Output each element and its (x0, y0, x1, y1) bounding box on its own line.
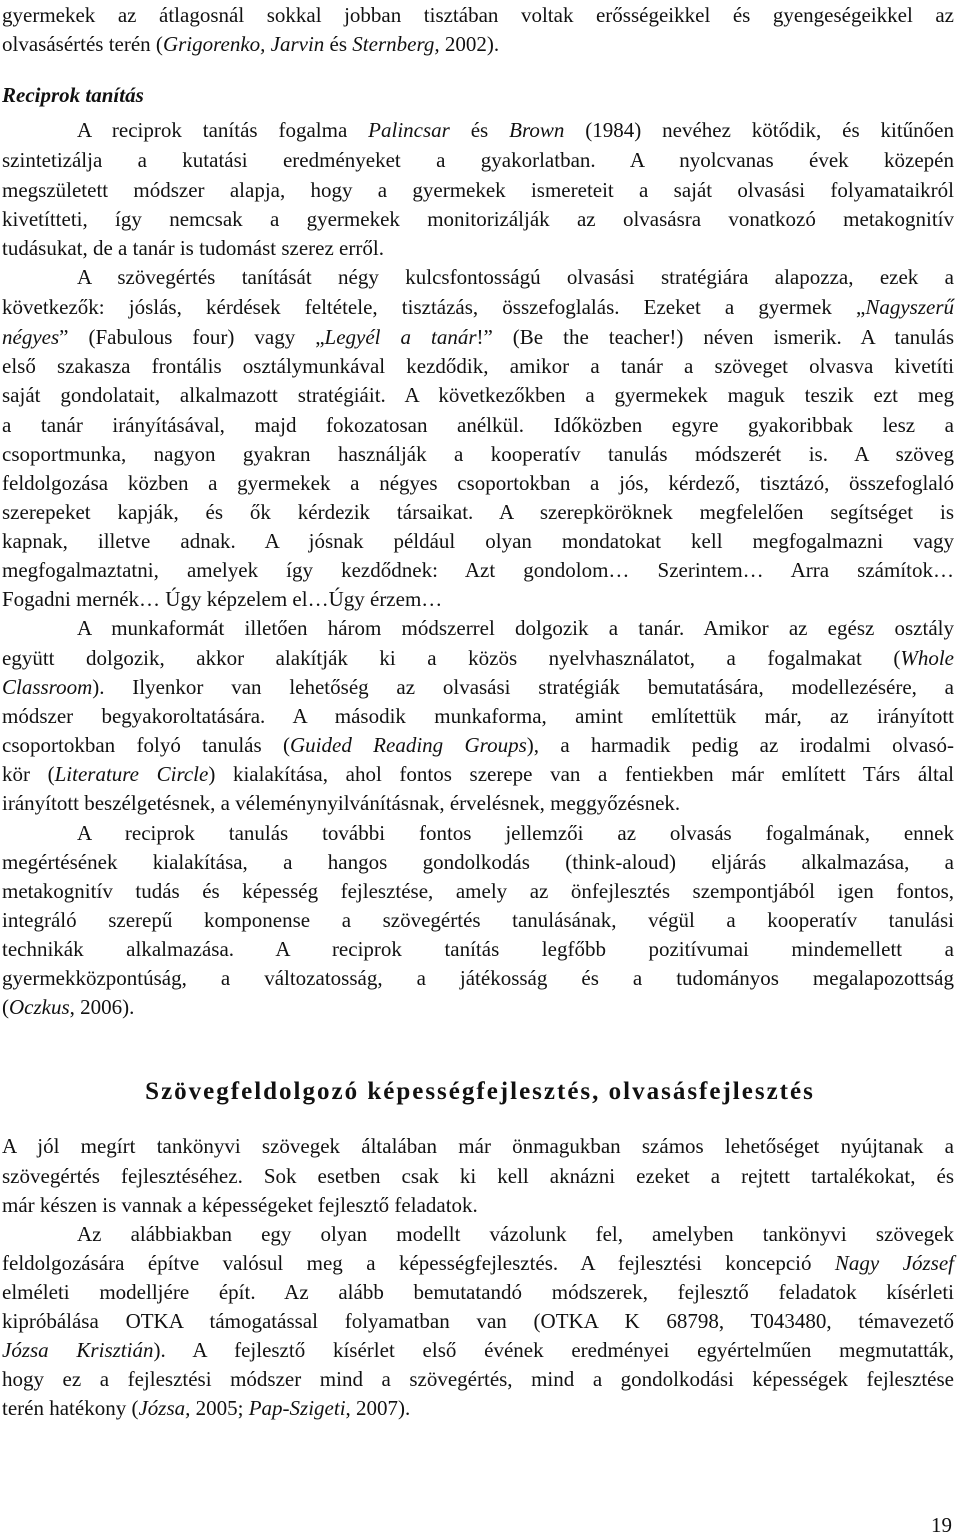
text-run: kipróbálása OTKA támogatással folyamatban van (OTKA K 68798, T043480, témavezető (2, 1309, 954, 1333)
text-run: gyermekek az átlagosnál sokkal jobban tisztában voltak erősségeikkel és gyengeségeikkel az (2, 3, 954, 27)
text-run: A reciprok tanítás fogalma (77, 118, 369, 142)
text-run: tudásukat, de a tanár is tudomást szerez erről. (2, 236, 384, 260)
text-run: A reciprok tanulás további fontos jellemzői az olvasás fogalmának, ennek (77, 821, 954, 845)
text-run: kapnak, illetve adnak. A jósnak például olyan mondatokat kell megfogalmazni vagy (2, 529, 954, 553)
text-line (2, 468, 954, 498)
italic-text: Classroom (2, 675, 93, 699)
text-line (77, 115, 954, 145)
italic-text: Sternberg, (352, 32, 440, 56)
text-run: (1984) nevéhez kötődik, és kitűnően (564, 118, 954, 142)
text-line (2, 29, 954, 59)
text-run: A szövegértés tanítását négy kulcsfontosságú olvasási stratégiára alapozza, ezek a (77, 265, 954, 289)
text-line (2, 934, 954, 964)
text-run: megszületett módszer alapja, hogy a gyermekek ismereteit a saját olvasási folyamataikról (2, 178, 954, 202)
text-run: csoportokban folyó tanulás ( (2, 733, 290, 757)
text-line (2, 292, 954, 322)
text-line (2, 1190, 954, 1220)
text-run: irányított beszélgetésnek, a véleménynyilvánításnak, érvelésnek, meggyőzésnek. (2, 791, 681, 815)
text-run: A munkaformát illetően három módszerrel dolgozik a tanár. Amikor az egész osztály (77, 616, 954, 640)
text-run: első szakasza frontális osztálymunkával kezdődik, amikor a tanár a szöveget olvasva kivetíti (2, 354, 954, 378)
italic-text: Guided Reading Groups (290, 733, 527, 757)
text-run: integráló szerepű komponense a szövegértés tanulásának, végül a kooperatív tanulási (2, 908, 954, 932)
text-line (77, 613, 954, 643)
italic-text: Oczkus (9, 995, 70, 1019)
text-line (2, 992, 954, 1022)
text-line (2, 643, 954, 673)
text-line (2, 1131, 954, 1161)
page-number: 19 (931, 1513, 952, 1537)
text-run: ). A fejlesztő kísérlet első évének eredményei egyértelműen megmutatták, (153, 1338, 954, 1362)
italic-text: Grigorenko, Jarvin (162, 32, 325, 56)
text-run: , 2007). (345, 1396, 411, 1420)
text-line (2, 672, 954, 702)
text-run: technikák alkalmazása. A reciprok tanítás legfőbb pozitívumai mindemellett a (2, 937, 954, 961)
text-line (2, 526, 954, 556)
text-run: ” (Fabulous four) vagy „ (59, 325, 325, 349)
text-line (2, 555, 954, 585)
text-run: már készen is vannak a képességeket fejlesztő feladatok. (2, 1193, 478, 1217)
text-line (2, 497, 954, 527)
text-line (2, 1335, 954, 1365)
text-run: elméleti modelljére épít. Az alább bemutatandó módszerek, fejlesztő feladatok kísérleti (2, 1280, 954, 1304)
text-run: szövegértés fejlesztéséhez. Sok esetben csak ki kell aknázni ezeket a rejtett tartalékokat, és (2, 1164, 954, 1188)
italic-text: Józsa, (138, 1396, 191, 1420)
text-line (2, 233, 954, 263)
text-run: hogy ez a fejlesztési módszer mind a szövegértés, mind a gondolkodási képességek fejlesztése (2, 1367, 954, 1391)
text-line (2, 322, 954, 352)
text-run: A jól megírt tankönyvi szövegek általában már önmagukban számos lehetőséget nyújtanak a (2, 1134, 954, 1158)
text-run: ). Ilyenkor van lehetőség az olvasási stratégiák bemutatására, modellezésére, a (92, 675, 954, 699)
text-line (2, 847, 954, 877)
text-line (2, 1393, 954, 1423)
section-heading: Szövegfeldolgozó képességfejlesztés, olvasásfejlesztés (145, 1078, 815, 1105)
text-run: a tanár irányításával, majd fokozatosan anélkül. Időközben egyre gyakoribbak lesz a (2, 413, 954, 437)
text-line (2, 1364, 954, 1394)
text-line (2, 175, 954, 205)
text-run: megértésének kialakítása, a hangos gondolkodás (think-aloud) eljárás alkalmazása, a (2, 850, 954, 874)
text-line (2, 905, 954, 935)
italic-text: Legyél a tanár (324, 325, 477, 349)
text-line (2, 701, 954, 731)
text-run: ( (2, 995, 9, 1019)
text-line (2, 1306, 954, 1336)
text-run: módszer begyakoroltatására. A második munkaforma, amint említettük már, az irányított (2, 704, 954, 728)
text-run: kör ( (2, 762, 55, 786)
italic-text: Palincsar (368, 118, 450, 142)
text-line (2, 963, 954, 993)
text-line (77, 262, 954, 292)
text-line (2, 759, 954, 789)
italic-text: Nagyszerű (865, 295, 954, 319)
text-run: !” (Be the teacher!) néven ismerik. A tanulás (476, 325, 954, 349)
text-run: Az alábbiakban egy olyan modellt vázolunk fel, amelyben tankönyvi szövegek (77, 1222, 954, 1246)
text-run: Fogadni mernék… Úgy képzelem el…Úgy érzem… (2, 587, 443, 611)
text-line (77, 818, 954, 848)
text-run: , 2006). (69, 995, 135, 1019)
text-line (77, 1219, 954, 1249)
text-run: ) kialakítása, ahol fontos szerepe van a fentiekben már említett Társ által (208, 762, 954, 786)
italic-text: Literature Circle (54, 762, 209, 786)
text-run: feldolgozására építve valósul meg a képességfejlesztés. A fejlesztési koncepció (2, 1251, 835, 1275)
text-run: következők: jóslás, kérdések feltétele, tisztázás, összefoglalás. Ezeket a gyermek „ (2, 295, 866, 319)
text-line (2, 380, 954, 410)
text-run: együtt dolgozik, akkor alakítják ki a közös nyelvhasználatot, a fogalmakat ( (2, 646, 901, 670)
text-line (2, 584, 954, 614)
italic-text: Nagy József (834, 1251, 954, 1275)
text-line (2, 876, 954, 906)
text-run: megfogalmaztatni, amelyek így kezdődnek: Azt gondolom… Szerintem… Arra számítok… (2, 558, 954, 582)
text-run: terén hatékony ( (2, 1396, 139, 1420)
text-line (2, 439, 954, 469)
text-run: kivetítteti, így nemcsak a gyermekek monitorizálják az olvasásra vonatkozó metakognitív (2, 207, 954, 231)
text-run: 2005; (190, 1396, 249, 1420)
italic-text: Whole (900, 646, 954, 670)
text-run: ), a harmadik pedig az irodalmi olvasó- (526, 733, 954, 757)
subheading-reciprok-tanitas: Reciprok tanítás (2, 83, 144, 107)
text-run: saját gondolatait, alkalmazott stratégiáit. A következőkben a gyermekek maguk teszik ezt meg (2, 383, 954, 407)
text-line (2, 1161, 954, 1191)
text-run: és (449, 118, 510, 142)
text-line (2, 410, 954, 440)
text-run: és (324, 32, 353, 56)
text-line (2, 0, 954, 30)
text-run: olvasásértés terén ( (2, 32, 163, 56)
text-line (2, 730, 954, 760)
italic-text: négyes (2, 325, 60, 349)
text-line (2, 145, 954, 175)
text-run: szerepeket kapják, és ők kérdezik társaikat. A szerepköröknek megfelelően segítséget is (2, 500, 954, 524)
text-line (2, 1248, 954, 1278)
text-run: szintetizálja a kutatási eredményeket a gyakorlatban. A nyolcvanas évek közepén (2, 148, 954, 172)
italic-text: Józsa Krisztián (2, 1338, 154, 1362)
text-line (2, 351, 954, 381)
text-line (2, 204, 954, 234)
italic-text: Pap-Szigeti (248, 1396, 346, 1420)
text-line (2, 788, 954, 818)
text-run: csoportmunka, nagyon gyakran használják a kooperatív tanulás módszerét is. A szöveg (2, 442, 954, 466)
text-run: feldolgozása közben a gyermekek a négyes csoportokban a jós, kérdező, tisztázó, összefoglaló (2, 471, 954, 495)
text-run: gyermekközpontúság, a változatosság, a játékosság és a tudományos megalapozottság (2, 966, 954, 990)
italic-text: Brown (509, 118, 565, 142)
text-run: 2002). (439, 32, 500, 56)
text-run: metakognitív tudás és képesség fejlesztése, amely az önfejlesztés szempontjából igen fontos, (2, 879, 954, 903)
text-line (2, 1277, 954, 1307)
